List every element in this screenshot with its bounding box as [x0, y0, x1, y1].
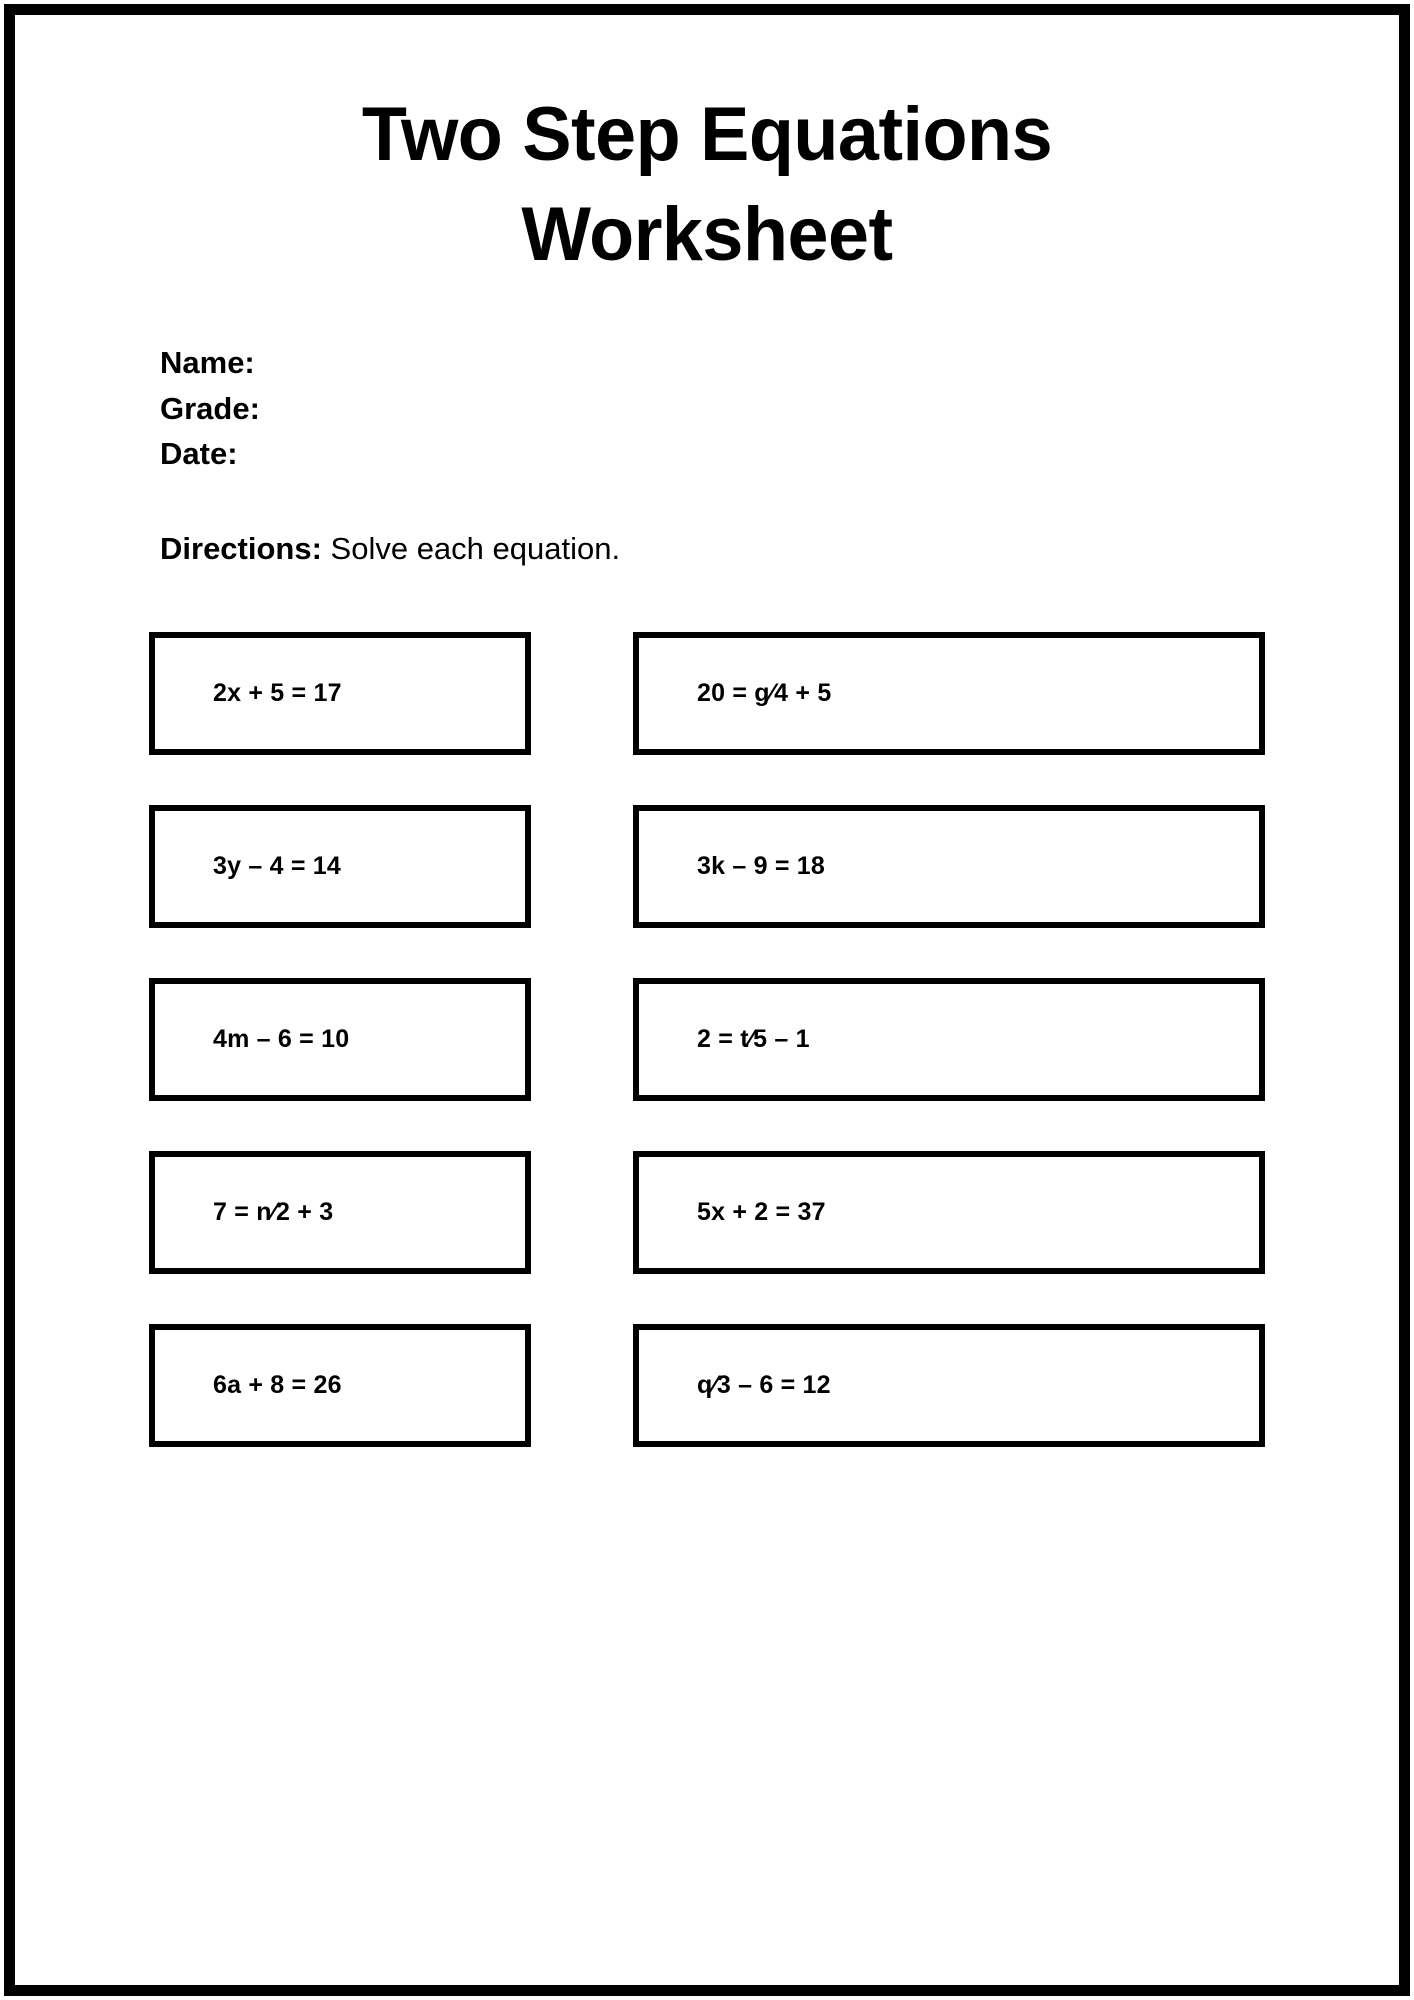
equation-box[interactable] [149, 805, 531, 928]
equation-text: 2x + 5 = 17 [213, 678, 342, 707]
page-title-line-2: Worksheet [521, 192, 893, 278]
equation-text: 3k – 9 = 18 [697, 851, 826, 880]
page-title-line-1: Two Step Equations [361, 92, 1053, 177]
equation-box[interactable] [149, 1151, 531, 1274]
equation-box[interactable] [149, 632, 531, 755]
equation-text: 2 = t⁄5 – 1 [697, 1024, 810, 1053]
equation-text: 7 = n⁄2 + 3 [213, 1197, 334, 1226]
name-field-label: Name: [160, 344, 255, 380]
equation-box[interactable] [633, 1324, 1265, 1447]
equation-text: 3y – 4 = 14 [213, 851, 342, 880]
equation-text: 6a + 8 = 26 [213, 1370, 342, 1399]
equation-box[interactable] [633, 632, 1265, 755]
grade-field-label: Grade: [160, 390, 260, 426]
equation-text: q⁄3 – 6 = 12 [697, 1370, 831, 1399]
equation-box[interactable] [149, 978, 531, 1101]
directions-line [149, 529, 1265, 569]
student-info-block [149, 340, 1265, 478]
equation-box[interactable] [633, 978, 1265, 1101]
equation-text: 4m – 6 = 10 [213, 1024, 350, 1053]
equation-grid [149, 632, 1265, 1447]
equation-box[interactable] [633, 805, 1265, 928]
page-border-frame [4, 4, 1410, 1996]
worksheet-content [15, 15, 1399, 1985]
date-field-label: Date: [160, 436, 238, 472]
equation-box[interactable] [149, 1324, 531, 1447]
directions-text: Solve each equation. [321, 531, 621, 567]
equation-text: 5x + 2 = 37 [697, 1197, 826, 1226]
equation-box[interactable] [633, 1151, 1265, 1274]
directions-label: Directions: [160, 531, 322, 567]
equation-text: 20 = g⁄4 + 5 [697, 678, 832, 707]
page-title [166, 85, 1249, 286]
